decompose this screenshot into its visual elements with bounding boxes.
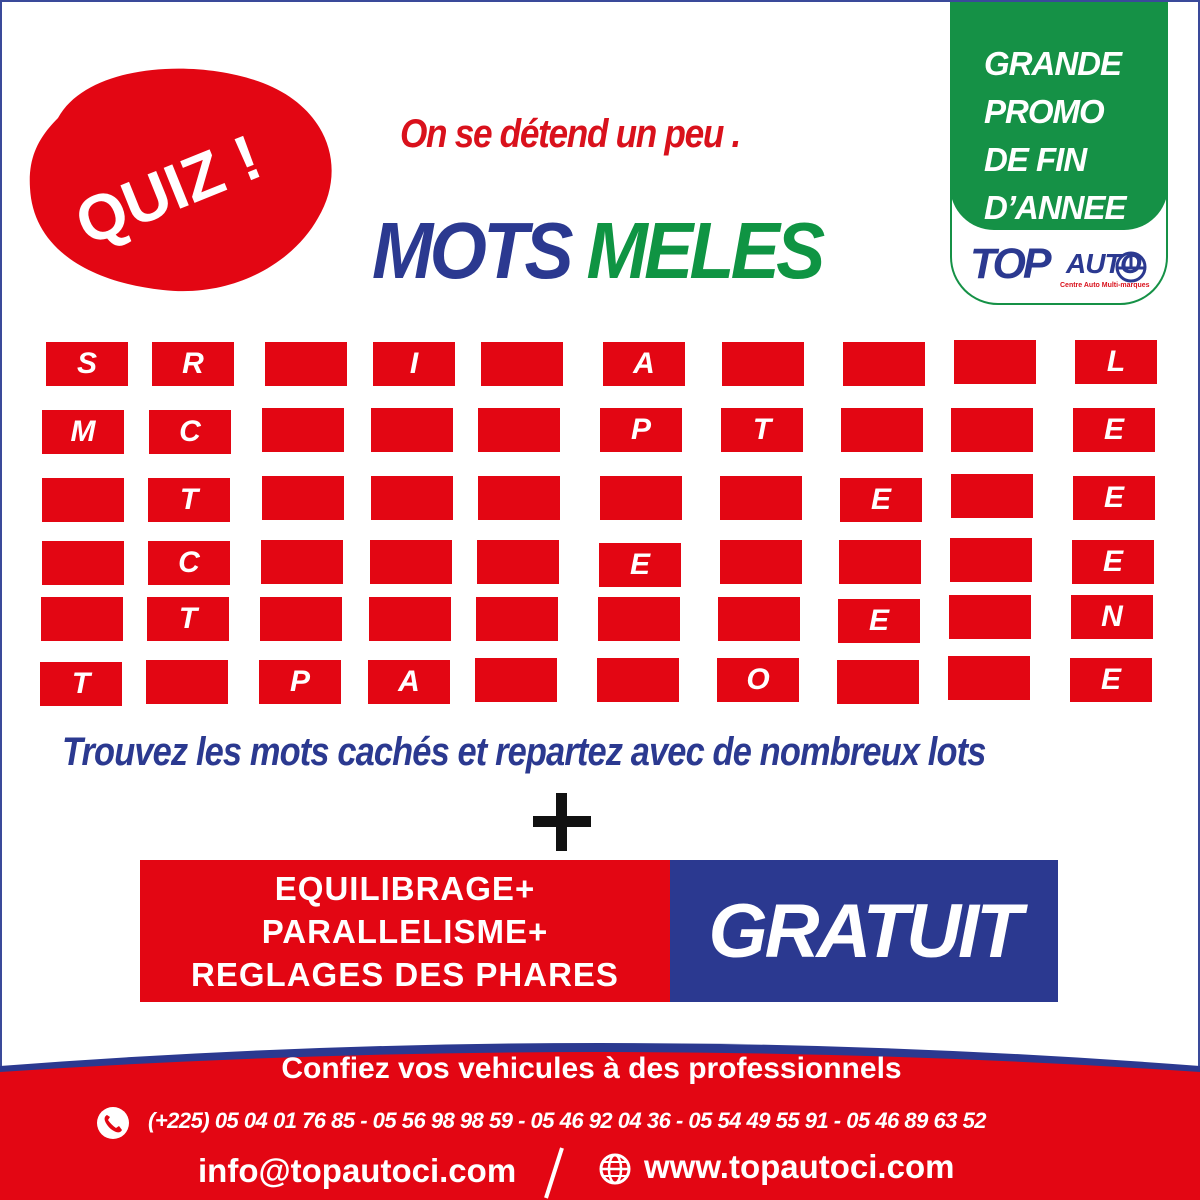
quiz-blob-shape <box>28 58 348 298</box>
grid-cell[interactable] <box>598 597 680 641</box>
grid-cell[interactable] <box>265 342 347 386</box>
grid-cell[interactable]: C <box>149 410 231 454</box>
email-link[interactable]: info@topautoci.com <box>198 1152 517 1189</box>
grid-cell[interactable]: P <box>259 660 341 704</box>
promo-line: GRANDE <box>984 45 1122 82</box>
plus-icon <box>533 793 591 851</box>
grid-cell[interactable] <box>722 342 804 386</box>
grid-cell[interactable]: T <box>721 408 803 452</box>
grid-cell[interactable]: S <box>46 342 128 386</box>
offer-service-line: REGLAGES DES PHARES <box>191 955 619 993</box>
grid-cell[interactable]: P <box>600 408 682 452</box>
grid-cell[interactable] <box>481 342 563 386</box>
grid-cell[interactable]: E <box>1073 476 1155 520</box>
offer-services <box>140 860 670 1002</box>
grid-cell[interactable] <box>720 476 802 520</box>
grid-cell[interactable]: E <box>599 543 681 587</box>
grid-cell[interactable]: M <box>42 410 124 454</box>
grid-cell[interactable] <box>600 476 682 520</box>
grid-cell[interactable] <box>720 540 802 584</box>
grid-cell[interactable]: E <box>1072 540 1154 584</box>
grid-cell[interactable] <box>843 342 925 386</box>
grid-cell[interactable] <box>950 538 1032 582</box>
title-word-mots: MOTS <box>372 206 570 295</box>
promo-line: DE FIN <box>984 141 1087 178</box>
promo-badge <box>950 2 1168 307</box>
grid-cell[interactable]: N <box>1071 595 1153 639</box>
globe-icon <box>598 1152 632 1186</box>
grid-cell[interactable]: T <box>40 662 122 706</box>
grid-cell[interactable] <box>951 474 1033 518</box>
grid-cell[interactable] <box>839 540 921 584</box>
grid-cell[interactable] <box>948 656 1030 700</box>
grid-cell[interactable]: E <box>1073 408 1155 452</box>
grid-cell[interactable] <box>370 540 452 584</box>
grid-cell[interactable] <box>260 597 342 641</box>
promo-line: D’ANNEE <box>984 189 1126 226</box>
grid-cell[interactable] <box>42 478 124 522</box>
offer-price: GRATUIT <box>670 860 1058 1002</box>
instruction-text: Trouvez les mots cachés et repartez avec de nombreux lots <box>62 730 986 774</box>
grid-cell[interactable] <box>949 595 1031 639</box>
title-word-meles: MELES <box>586 206 822 295</box>
grid-cell[interactable]: R <box>152 342 234 386</box>
grid-cell[interactable] <box>597 658 679 702</box>
separator-slash <box>538 1146 568 1200</box>
offer-service-line: PARALLELISME+ <box>261 912 549 950</box>
grid-cell[interactable] <box>478 476 560 520</box>
website-link[interactable]: www.topautoci.com <box>644 1148 955 1185</box>
promo-text <box>984 40 1164 232</box>
grid-cell[interactable]: A <box>603 342 685 386</box>
wheel-icon <box>1114 250 1148 284</box>
grid-cell[interactable]: T <box>148 478 230 522</box>
grid-cell[interactable] <box>478 408 560 452</box>
grid-cell[interactable] <box>371 476 453 520</box>
phone-icon <box>96 1106 130 1140</box>
grid-cell[interactable] <box>841 408 923 452</box>
quiz-label: QUIZ ! <box>65 120 271 260</box>
grid-cell[interactable]: L <box>1075 340 1157 384</box>
grid-cell[interactable] <box>371 408 453 452</box>
grid-cell[interactable]: E <box>838 599 920 643</box>
grid-cell[interactable]: T <box>147 597 229 641</box>
grid-cell[interactable] <box>41 597 123 641</box>
grid-cell[interactable]: O <box>717 658 799 702</box>
grid-cell[interactable] <box>718 597 800 641</box>
tagline: On se détend un peu . <box>400 112 740 156</box>
grid-cell[interactable] <box>475 658 557 702</box>
grid-cell[interactable] <box>146 660 228 704</box>
grid-cell[interactable]: E <box>1070 658 1152 702</box>
grid-cell[interactable] <box>262 408 344 452</box>
offer-service-line: EQUILIBRAGE+ <box>274 869 536 907</box>
grid-cell[interactable]: A <box>368 660 450 704</box>
footer-tagline: Confiez vos vehicules à des professionnels <box>281 1052 902 1085</box>
grid-cell[interactable] <box>261 540 343 584</box>
phone-numbers[interactable]: (+225) 05 04 01 76 85 - 05 56 98 98 59 - 05 46 92 04 36 - 05 54 49 55 91 - 05 46 89 63 52 <box>148 1108 987 1133</box>
grid-cell[interactable]: E <box>840 478 922 522</box>
page-title <box>372 205 822 297</box>
grid-cell[interactable]: I <box>373 342 455 386</box>
grid-cell[interactable] <box>954 340 1036 384</box>
grid-cell[interactable]: C <box>148 541 230 585</box>
quiz-badge <box>28 58 348 298</box>
brand-subtitle: Centre Auto Multi-marques <box>1060 282 1150 289</box>
topauto-logo <box>970 240 1160 300</box>
grid-cell[interactable] <box>837 660 919 704</box>
grid-cell[interactable] <box>477 540 559 584</box>
grid-cell[interactable] <box>262 476 344 520</box>
grid-cell[interactable] <box>951 408 1033 452</box>
grid-cell[interactable] <box>42 541 124 585</box>
brand-auto: AUTO <box>1066 248 1141 279</box>
grid-cell[interactable] <box>476 597 558 641</box>
brand-top: TOP <box>970 240 1049 288</box>
promo-line: PROMO <box>984 93 1104 130</box>
grid-cell[interactable] <box>369 597 451 641</box>
